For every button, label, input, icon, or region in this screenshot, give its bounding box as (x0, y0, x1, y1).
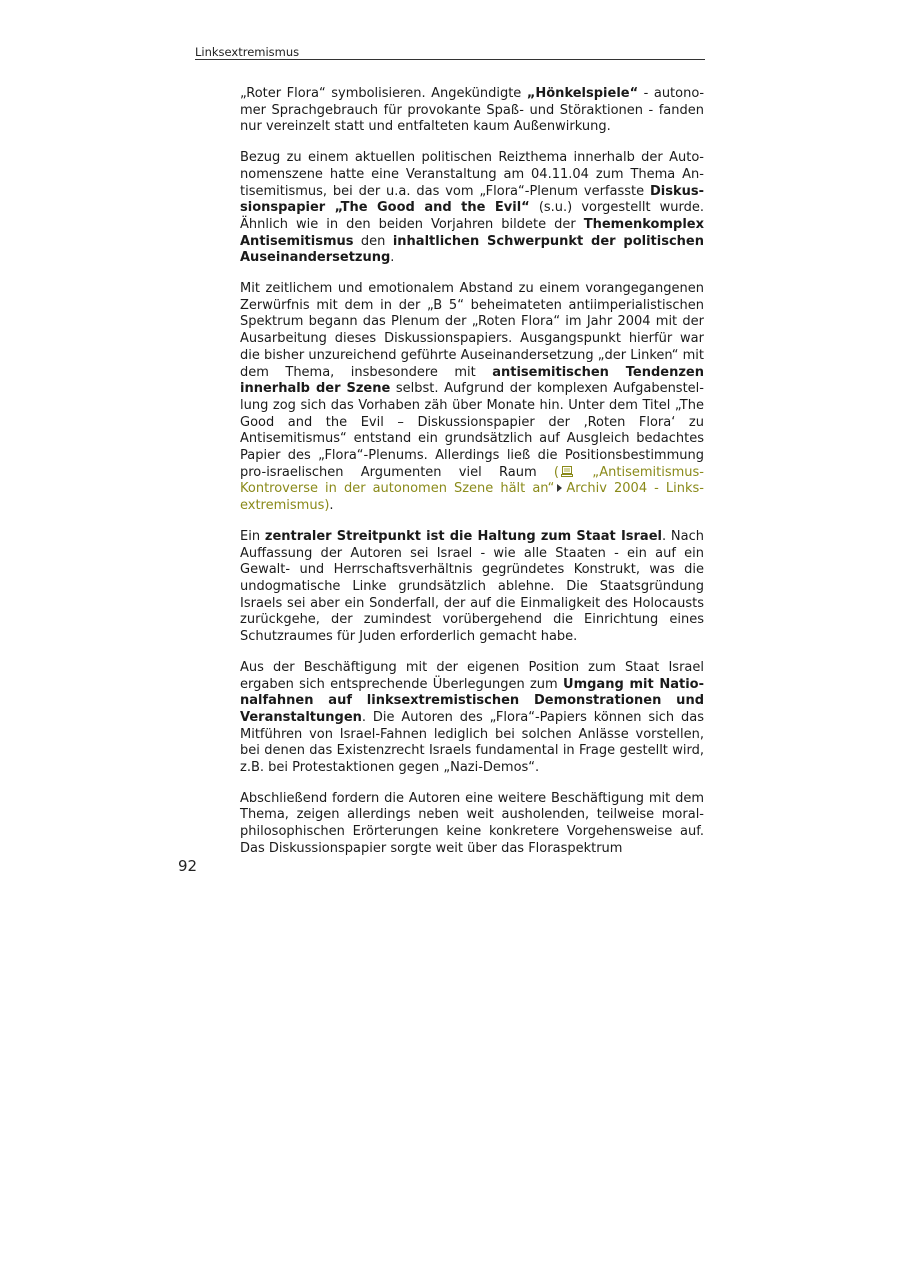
bold-text: zentraler Streitpunkt ist die Haltung zum Staat Israel (264, 528, 662, 544)
text-run: Ein (240, 528, 265, 544)
bold-text: antisemitischen Tendenzen innerhalb der Szene (240, 364, 704, 397)
text-run: den (353, 233, 393, 249)
text-run: . Nach Auffassung der Autoren sei Israel - wie alle Staaten - ein auf ein Gewalt- und Herrschaftsverhältnis gegründetes Konstrukt, was die undogmatische Linke grundsätzlich ablehne. Die Staatsgründung Israels sei aber ein Sonderfall, der auf die Einmaligkeit des Holocausts zurückgehe, der zumindest vorübergehend die Einrichtung eines Schutzraumes für Juden erforderlich gemacht habe. (240, 528, 704, 645)
bold-text: Umgang mit Nationalfahnen auf linksextremistischen Demonstrationen und Veranstaltungen (240, 676, 705, 725)
text-run: . Die Autoren des „Flora“-Papiers können sich das Mitführen von Israel-Fahnen lediglich bei solchen Anlässe vorstellen, bei denen das Existenzrecht Israels fundamental in Frage gestellt wird, z.B. bei Protestaktionen gegen „Nazi-Demos“. (240, 709, 704, 776)
body-text (240, 86, 704, 872)
text-run: Abschließend fordern die Autoren eine weitere Beschäftigung mit dem Thema, zeigen allerdings neben weit ausholenden, teilweise moral-philosophischen Erörterungen keine konkretere Vorgehensweise auf. Das Diskussionspapier sorgte weit über das Floraspektrum (240, 790, 704, 856)
text-run: Aus der Beschäftigung mit der eigenen Position zum Staat Israel ergaben sich entsprechende Überlegungen zum (240, 659, 704, 692)
cross-reference-link[interactable]: ( (553, 464, 559, 480)
paragraph (240, 660, 704, 777)
computer-icon (561, 466, 573, 477)
text-run: „Roter Flora“ symbolisieren. Angekündigte (240, 86, 527, 101)
paragraph (240, 529, 704, 646)
page-number: 92 (178, 857, 198, 875)
text-run: Bezug zu einem aktuellen politischen Reizthema innerhalb der Autonomenszene hatte eine Veranstaltung am 04.11.04 zum Thema Antisemitismus, bei der u.a. das vom „Flora“-Plenum verfasste (240, 150, 704, 199)
paragraph (240, 150, 704, 267)
cross-reference-link[interactable]: „Antisemitismus-Kontroverse in der autonomen Szene hält an“ (240, 464, 704, 497)
bold-text: Themenkomplex Antisemitismus (240, 216, 704, 249)
bold-text: „Hönkelspiele“ (526, 86, 639, 101)
paragraph (240, 281, 704, 515)
paragraph (240, 791, 704, 858)
running-header (195, 41, 705, 60)
text-run: selbst. Aufgrund der komplexen Aufgabenstellung zog sich das Vorhaben zäh über Monate hin. Unter dem Titel „The Good and the Evil – Diskussionspapier der ‚Roten Flora‘ zu Antisemitismus“ entstand ein grundsätzlich auf Ausgleich bedachtes Papier des „Flora“-Plenums. Allerdings ließ die Positionsbestimmung pro-israelischen Argumenten viel Raum (240, 381, 704, 480)
text-run: . (329, 498, 334, 514)
cross-reference-link[interactable]: Archiv 2004 - Linksextremismus) (240, 481, 704, 514)
text-run: . (390, 250, 395, 266)
arrow-right-icon (557, 484, 562, 492)
paragraph (240, 86, 704, 136)
bold-text: inhaltlichen Schwerpunkt der politischen Auseinandersetzung (240, 233, 704, 266)
text-run: Mit zeitlichem und emotionalem Abstand zu einem vorangegangenen Zerwürfnis mit dem in der „B 5“ beheimateten antiimperialistischen Spektrum begann das Plenum der „Roten Flora“ im Jahr 2004 mit der Ausarbeitung dieses Diskussionspapiers. Ausgangspunkt hierfür war die bisher unzureichend geführte Auseinandersetzung „der Linken“ mit dem Thema, insbesondere mit (240, 281, 704, 380)
text-run: - autonomer Sprachgebrauch für provokante Spaß- und Störaktionen - fanden nur vereinzelt statt und entfalteten kaum Außenwirkung. (240, 86, 705, 135)
text-run: (s.u.) vorgestellt wurde. Ähnlich wie in den beiden Vorjahren bildete der (240, 200, 705, 232)
bold-text: Diskussionspapier „The Good and the Evil“ (240, 183, 704, 216)
header-title: Linksextremismus (195, 45, 300, 59)
